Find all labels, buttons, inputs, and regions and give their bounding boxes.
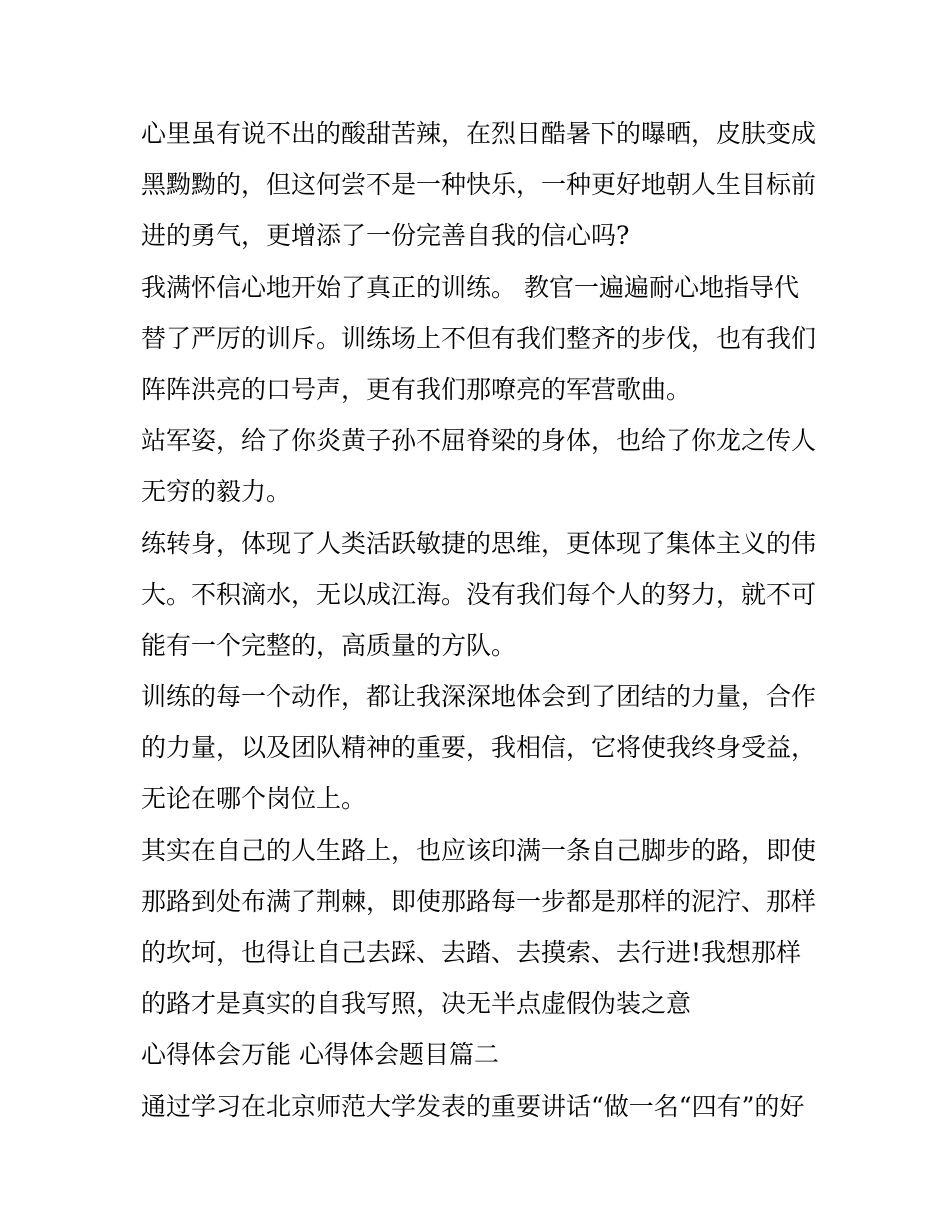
text-line: 的力量，以及团队精神的重要，我相信，它将使我终身受益，	[141, 733, 817, 763]
text-line: 黑黝黝的，但这何尝不是一种快乐，一种更好地朝人生目标前	[141, 170, 817, 200]
text-line: 那路到处布满了荆棘，即使那路每一步都是那样的泥泞、那样	[141, 886, 817, 916]
text-line: 无论在哪个岗位上。	[141, 784, 367, 814]
text-line: 其实在自己的人生路上，也应该印满一条自己脚步的路，即使	[141, 835, 817, 865]
text-line: 训练的每一个动作，都让我深深地体会到了团结的力量，合作	[141, 682, 817, 712]
text-line: 的坎坷，也得让自己去踩、去踏、去摸索、去行进!我想那样	[141, 938, 802, 967]
text-line: 的路才是真实的自我写照，决无半点虚假伪装之意	[141, 989, 692, 1019]
text-line: 练转身，体现了人类活跃敏捷的思维，更体现了集体主义的伟	[141, 528, 817, 558]
text-line: 通过学习在北京师范大学发表的重要讲话“做一名“四有”的好	[141, 1091, 805, 1121]
section-heading: 心得体会万能 心得体会题目篇二	[141, 1040, 499, 1070]
text-line: 进的勇气，更增添了一份完善自我的信心吗?	[141, 221, 630, 251]
text-line: 无穷的毅力。	[141, 477, 292, 507]
document-body	[141, 108, 821, 1132]
text-line: 阵阵洪亮的口号声，更有我们那嘹亮的军营歌曲。	[141, 374, 692, 404]
text-line: 我满怀信心地开始了真正的训练。 教官一遍遍耐心地指导代	[141, 272, 799, 302]
text-line: 能有一个完整的，高质量的方队。	[141, 630, 517, 660]
text-line: 站军姿，给了你炎黄子孙不屈脊梁的身体，也给了你龙之传人	[141, 426, 817, 456]
text-line: 心里虽有说不出的酸甜苦辣，在烈日酷暑下的曝晒，皮肤变成	[141, 119, 817, 148]
text-line: 大。不积滴水，无以成江海。没有我们每个人的努力，就不可	[141, 579, 817, 609]
text-line: 替了严厉的训斥。训练场上不但有我们整齐的步伐，也有我们	[141, 323, 817, 353]
